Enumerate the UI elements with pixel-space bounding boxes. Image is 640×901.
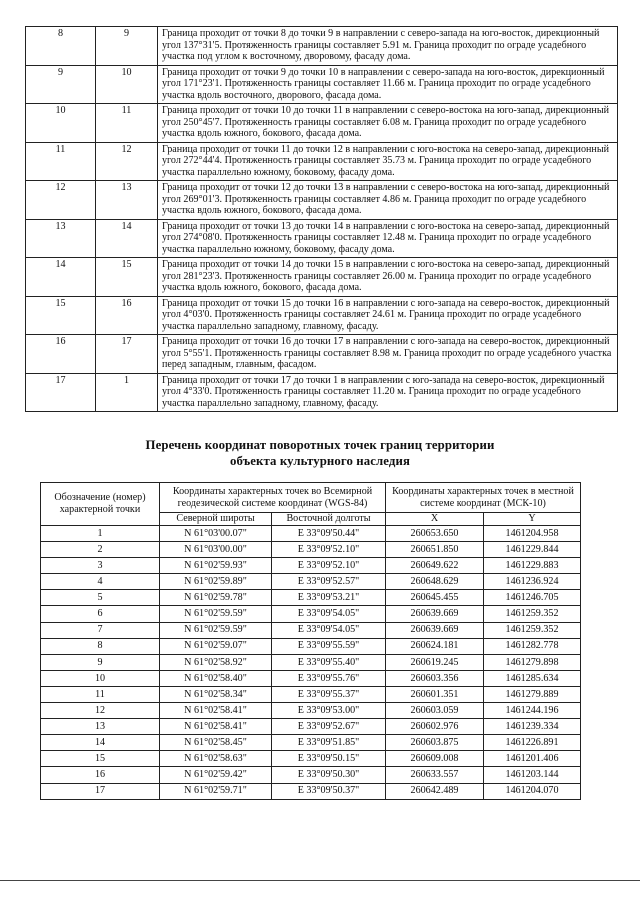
y-coordinate: 1461239.334 xyxy=(484,719,581,735)
x-coordinate: 260624.181 xyxy=(386,638,484,654)
longitude-cell: E 33°09'55.40" xyxy=(272,654,386,670)
boundary-description: Граница проходит от точки 15 до точки 16 в направлении с юго-запада на северо-восток, дирекционный угол 4°03'0. Протяженность границы составляет 24.61 м. Граница проходит по ограде усадебного участка параллельно западному, главному, фасаду. xyxy=(158,296,618,335)
table-row xyxy=(26,104,618,143)
point-from: 8 xyxy=(26,27,96,66)
point-number: 6 xyxy=(41,606,160,622)
table-row xyxy=(41,703,581,719)
boundary-description: Граница проходит от точки 12 до точки 13 в направлении с северо-востока на юго-запад, дирекционный угол 269°01'3. Протяженность границы составляет 4.86 м. Граница проходит по ограде усадебного участка вдоль южного, бокового, фасада дома. xyxy=(158,181,618,220)
table-row xyxy=(41,590,581,606)
y-coordinate: 1461259.352 xyxy=(484,606,581,622)
x-coordinate: 260633.557 xyxy=(386,767,484,783)
latitude-cell: N 61°02'59.89" xyxy=(160,574,272,590)
x-coordinate: 260603.875 xyxy=(386,735,484,751)
boundary-description: Граница проходит от точки 13 до точки 14 в направлении с юго-востока на северо-запад, дирекционный угол 274°08'0. Протяженность границы составляет 12.48 м. Граница проходит по ограде усадебного участка параллельно южному, боковому, фасаду дома. xyxy=(158,219,618,258)
longitude-cell: E 33°09'50.30" xyxy=(272,767,386,783)
point-from: 16 xyxy=(26,335,96,374)
y-coordinate: 1461279.898 xyxy=(484,654,581,670)
latitude-cell: N 61°02'59.71" xyxy=(160,783,272,799)
y-coordinate: 1461226.891 xyxy=(484,735,581,751)
latitude-cell: N 61°02'59.42" xyxy=(160,767,272,783)
header-x: X xyxy=(386,513,484,526)
table-row xyxy=(41,526,581,542)
table-row xyxy=(41,606,581,622)
latitude-cell: N 61°02'58.34" xyxy=(160,686,272,702)
longitude-cell: E 33°09'51.85" xyxy=(272,735,386,751)
x-coordinate: 260603.059 xyxy=(386,703,484,719)
latitude-cell: N 61°02'59.93" xyxy=(160,558,272,574)
x-coordinate: 260649.622 xyxy=(386,558,484,574)
table-row xyxy=(26,258,618,297)
longitude-cell: E 33°09'54.05" xyxy=(272,622,386,638)
y-coordinate: 1461204.958 xyxy=(484,526,581,542)
latitude-cell: N 61°03'00.07" xyxy=(160,526,272,542)
point-from: 13 xyxy=(26,219,96,258)
bottom-divider xyxy=(0,880,640,881)
table-row xyxy=(26,65,618,104)
table-row xyxy=(41,670,581,686)
point-number: 10 xyxy=(41,670,160,686)
table-row xyxy=(26,296,618,335)
point-number: 8 xyxy=(41,638,160,654)
point-number: 5 xyxy=(41,590,160,606)
x-coordinate: 260619.245 xyxy=(386,654,484,670)
table-row xyxy=(26,27,618,66)
table-row xyxy=(26,142,618,181)
boundary-description: Граница проходит от точки 8 до точки 9 в направлении с северо-запада на юго-восток, дирекционный угол 137°31'5. Протяженность границы составляет 5.91 м. Граница проходит по ограде усадебного участка под углом к восточному, дворовому, фасаду дома. xyxy=(158,27,618,66)
boundary-description: Граница проходит от точки 11 до точки 12 в направлении с юго-востока на северо-запад, дирекционный угол 272°44'4. Протяженность границы составляет 35.73 м. Граница проходит по ограде усадебного участка параллельно южному, боковому, фасаду дома. xyxy=(158,142,618,181)
point-number: 4 xyxy=(41,574,160,590)
x-coordinate: 260651.850 xyxy=(386,542,484,558)
latitude-cell: N 61°02'59.59" xyxy=(160,622,272,638)
latitude-cell: N 61°03'00.00" xyxy=(160,542,272,558)
x-coordinate: 260609.008 xyxy=(386,751,484,767)
boundary-description: Граница проходит от точки 9 до точки 10 в направлении с северо-запада на юго-восток, дирекционный угол 171°23'1. Протяженность границы составляет 11.66 м. Граница проходит по ограде усадебного участка вдоль восточного, дворового, фасада дома. xyxy=(158,65,618,104)
latitude-cell: N 61°02'59.07" xyxy=(160,638,272,654)
table-row xyxy=(41,719,581,735)
coordinates-table-header xyxy=(41,483,581,526)
section-title-line-2: объекта культурного наследия xyxy=(230,454,410,468)
latitude-cell: N 61°02'58.63" xyxy=(160,751,272,767)
header-latitude: Северной широты xyxy=(160,513,272,526)
x-coordinate: 260602.976 xyxy=(386,719,484,735)
table-row xyxy=(26,373,618,412)
longitude-cell: E 33°09'50.15" xyxy=(272,751,386,767)
point-to: 10 xyxy=(96,65,158,104)
boundary-description: Граница проходит от точки 16 до точки 17 в направлении с юго-запада на северо-восток, дирекционный угол 5°55'1. Протяженность границы составляет 8.98 м. Граница проходит по ограде усадебного участка перед западным, главным, фасадом. xyxy=(158,335,618,374)
y-coordinate: 1461203.144 xyxy=(484,767,581,783)
latitude-cell: N 61°02'58.41" xyxy=(160,703,272,719)
x-coordinate: 260603.356 xyxy=(386,670,484,686)
x-coordinate: 260645.455 xyxy=(386,590,484,606)
table-row xyxy=(26,219,618,258)
point-to: 9 xyxy=(96,27,158,66)
boundary-description: Граница проходит от точки 10 до точки 11 в направлении с северо-востока на юго-запад, дирекционный угол 250°45'7. Протяженность границы составляет 6.08 м. Граница проходит по ограде усадебного участка вдоль южного, бокового, фасада дома. xyxy=(158,104,618,143)
longitude-cell: E 33°09'52.67" xyxy=(272,719,386,735)
longitude-cell: E 33°09'52.57" xyxy=(272,574,386,590)
table-row xyxy=(41,622,581,638)
point-from: 11 xyxy=(26,142,96,181)
y-coordinate: 1461282.778 xyxy=(484,638,581,654)
point-from: 17 xyxy=(26,373,96,412)
point-to: 11 xyxy=(96,104,158,143)
boundary-description: Граница проходит от точки 14 до точки 15 в направлении с юго-востока на северо-запад, дирекционный угол 281°23'3. Протяженность границы составляет 26.00 м. Граница проходит по ограде усадебного участка вдоль южного, бокового, фасада дома. xyxy=(158,258,618,297)
longitude-cell: E 33°09'53.00" xyxy=(272,703,386,719)
table-row xyxy=(41,767,581,783)
longitude-cell: E 33°09'53.21" xyxy=(272,590,386,606)
table-row xyxy=(41,686,581,702)
point-number: 14 xyxy=(41,735,160,751)
section-title xyxy=(0,437,640,469)
y-coordinate: 1461285.634 xyxy=(484,670,581,686)
x-coordinate: 260653.650 xyxy=(386,526,484,542)
y-coordinate: 1461279.889 xyxy=(484,686,581,702)
longitude-cell: E 33°09'50.44" xyxy=(272,526,386,542)
header-wgs84: Координаты характерных точек во Всемирной геодезической системе координат (WGS-84) xyxy=(160,483,386,513)
x-coordinate: 260639.669 xyxy=(386,622,484,638)
longitude-cell: E 33°09'55.59" xyxy=(272,638,386,654)
point-number: 3 xyxy=(41,558,160,574)
boundary-description: Граница проходит от точки 17 до точки 1 в направлении с юго-запада на северо-восток, дирекционный угол 4°33'0. Протяженность границы составляет 11.20 м. Граница проходит по ограде усадебного участка параллельно западному, главному, фасаду. xyxy=(158,373,618,412)
point-number: 17 xyxy=(41,783,160,799)
point-to: 12 xyxy=(96,142,158,181)
y-coordinate: 1461229.883 xyxy=(484,558,581,574)
point-to: 15 xyxy=(96,258,158,297)
point-to: 17 xyxy=(96,335,158,374)
point-from: 9 xyxy=(26,65,96,104)
coordinates-table xyxy=(40,482,581,800)
y-coordinate: 1461201.406 xyxy=(484,751,581,767)
latitude-cell: N 61°02'58.92" xyxy=(160,654,272,670)
boundary-table-body xyxy=(26,27,618,412)
table-row xyxy=(26,181,618,220)
point-number: 9 xyxy=(41,654,160,670)
point-to: 1 xyxy=(96,373,158,412)
point-number: 12 xyxy=(41,703,160,719)
table-row xyxy=(41,638,581,654)
table-row xyxy=(41,574,581,590)
latitude-cell: N 61°02'59.59" xyxy=(160,606,272,622)
point-number: 7 xyxy=(41,622,160,638)
table-row xyxy=(41,735,581,751)
longitude-cell: E 33°09'54.05" xyxy=(272,606,386,622)
section-title-line-1: Перечень координат поворотных точек границ территории xyxy=(145,438,495,452)
longitude-cell: E 33°09'52.10" xyxy=(272,558,386,574)
latitude-cell: N 61°02'58.40" xyxy=(160,670,272,686)
table-row xyxy=(26,335,618,374)
longitude-cell: E 33°09'55.37" xyxy=(272,686,386,702)
x-coordinate: 260648.629 xyxy=(386,574,484,590)
latitude-cell: N 61°02'58.45" xyxy=(160,735,272,751)
header-y: Y xyxy=(484,513,581,526)
x-coordinate: 260642.489 xyxy=(386,783,484,799)
table-row xyxy=(41,558,581,574)
table-row xyxy=(41,783,581,799)
table-row xyxy=(41,542,581,558)
x-coordinate: 260601.351 xyxy=(386,686,484,702)
longitude-cell: E 33°09'52.10" xyxy=(272,542,386,558)
longitude-cell: E 33°09'50.37" xyxy=(272,783,386,799)
point-number: 11 xyxy=(41,686,160,702)
header-point-number: Обозначение (номер) характерной точки xyxy=(41,483,160,526)
y-coordinate: 1461259.352 xyxy=(484,622,581,638)
y-coordinate: 1461244.196 xyxy=(484,703,581,719)
latitude-cell: N 61°02'59.78" xyxy=(160,590,272,606)
point-number: 1 xyxy=(41,526,160,542)
point-to: 16 xyxy=(96,296,158,335)
table-row xyxy=(41,751,581,767)
latitude-cell: N 61°02'58.41" xyxy=(160,719,272,735)
point-to: 13 xyxy=(96,181,158,220)
boundary-description-table xyxy=(25,26,618,412)
point-from: 10 xyxy=(26,104,96,143)
point-number: 16 xyxy=(41,767,160,783)
y-coordinate: 1461204.070 xyxy=(484,783,581,799)
longitude-cell: E 33°09'55.76" xyxy=(272,670,386,686)
header-longitude: Восточной долготы xyxy=(272,513,386,526)
point-from: 15 xyxy=(26,296,96,335)
point-from: 12 xyxy=(26,181,96,220)
point-from: 14 xyxy=(26,258,96,297)
point-to: 14 xyxy=(96,219,158,258)
x-coordinate: 260639.669 xyxy=(386,606,484,622)
header-msk10: Координаты характерных точек в местной системе координат (МСК-10) xyxy=(386,483,581,513)
y-coordinate: 1461246.705 xyxy=(484,590,581,606)
point-number: 13 xyxy=(41,719,160,735)
y-coordinate: 1461236.924 xyxy=(484,574,581,590)
point-number: 2 xyxy=(41,542,160,558)
coordinates-table-body xyxy=(41,526,581,800)
point-number: 15 xyxy=(41,751,160,767)
y-coordinate: 1461229.844 xyxy=(484,542,581,558)
table-row xyxy=(41,654,581,670)
